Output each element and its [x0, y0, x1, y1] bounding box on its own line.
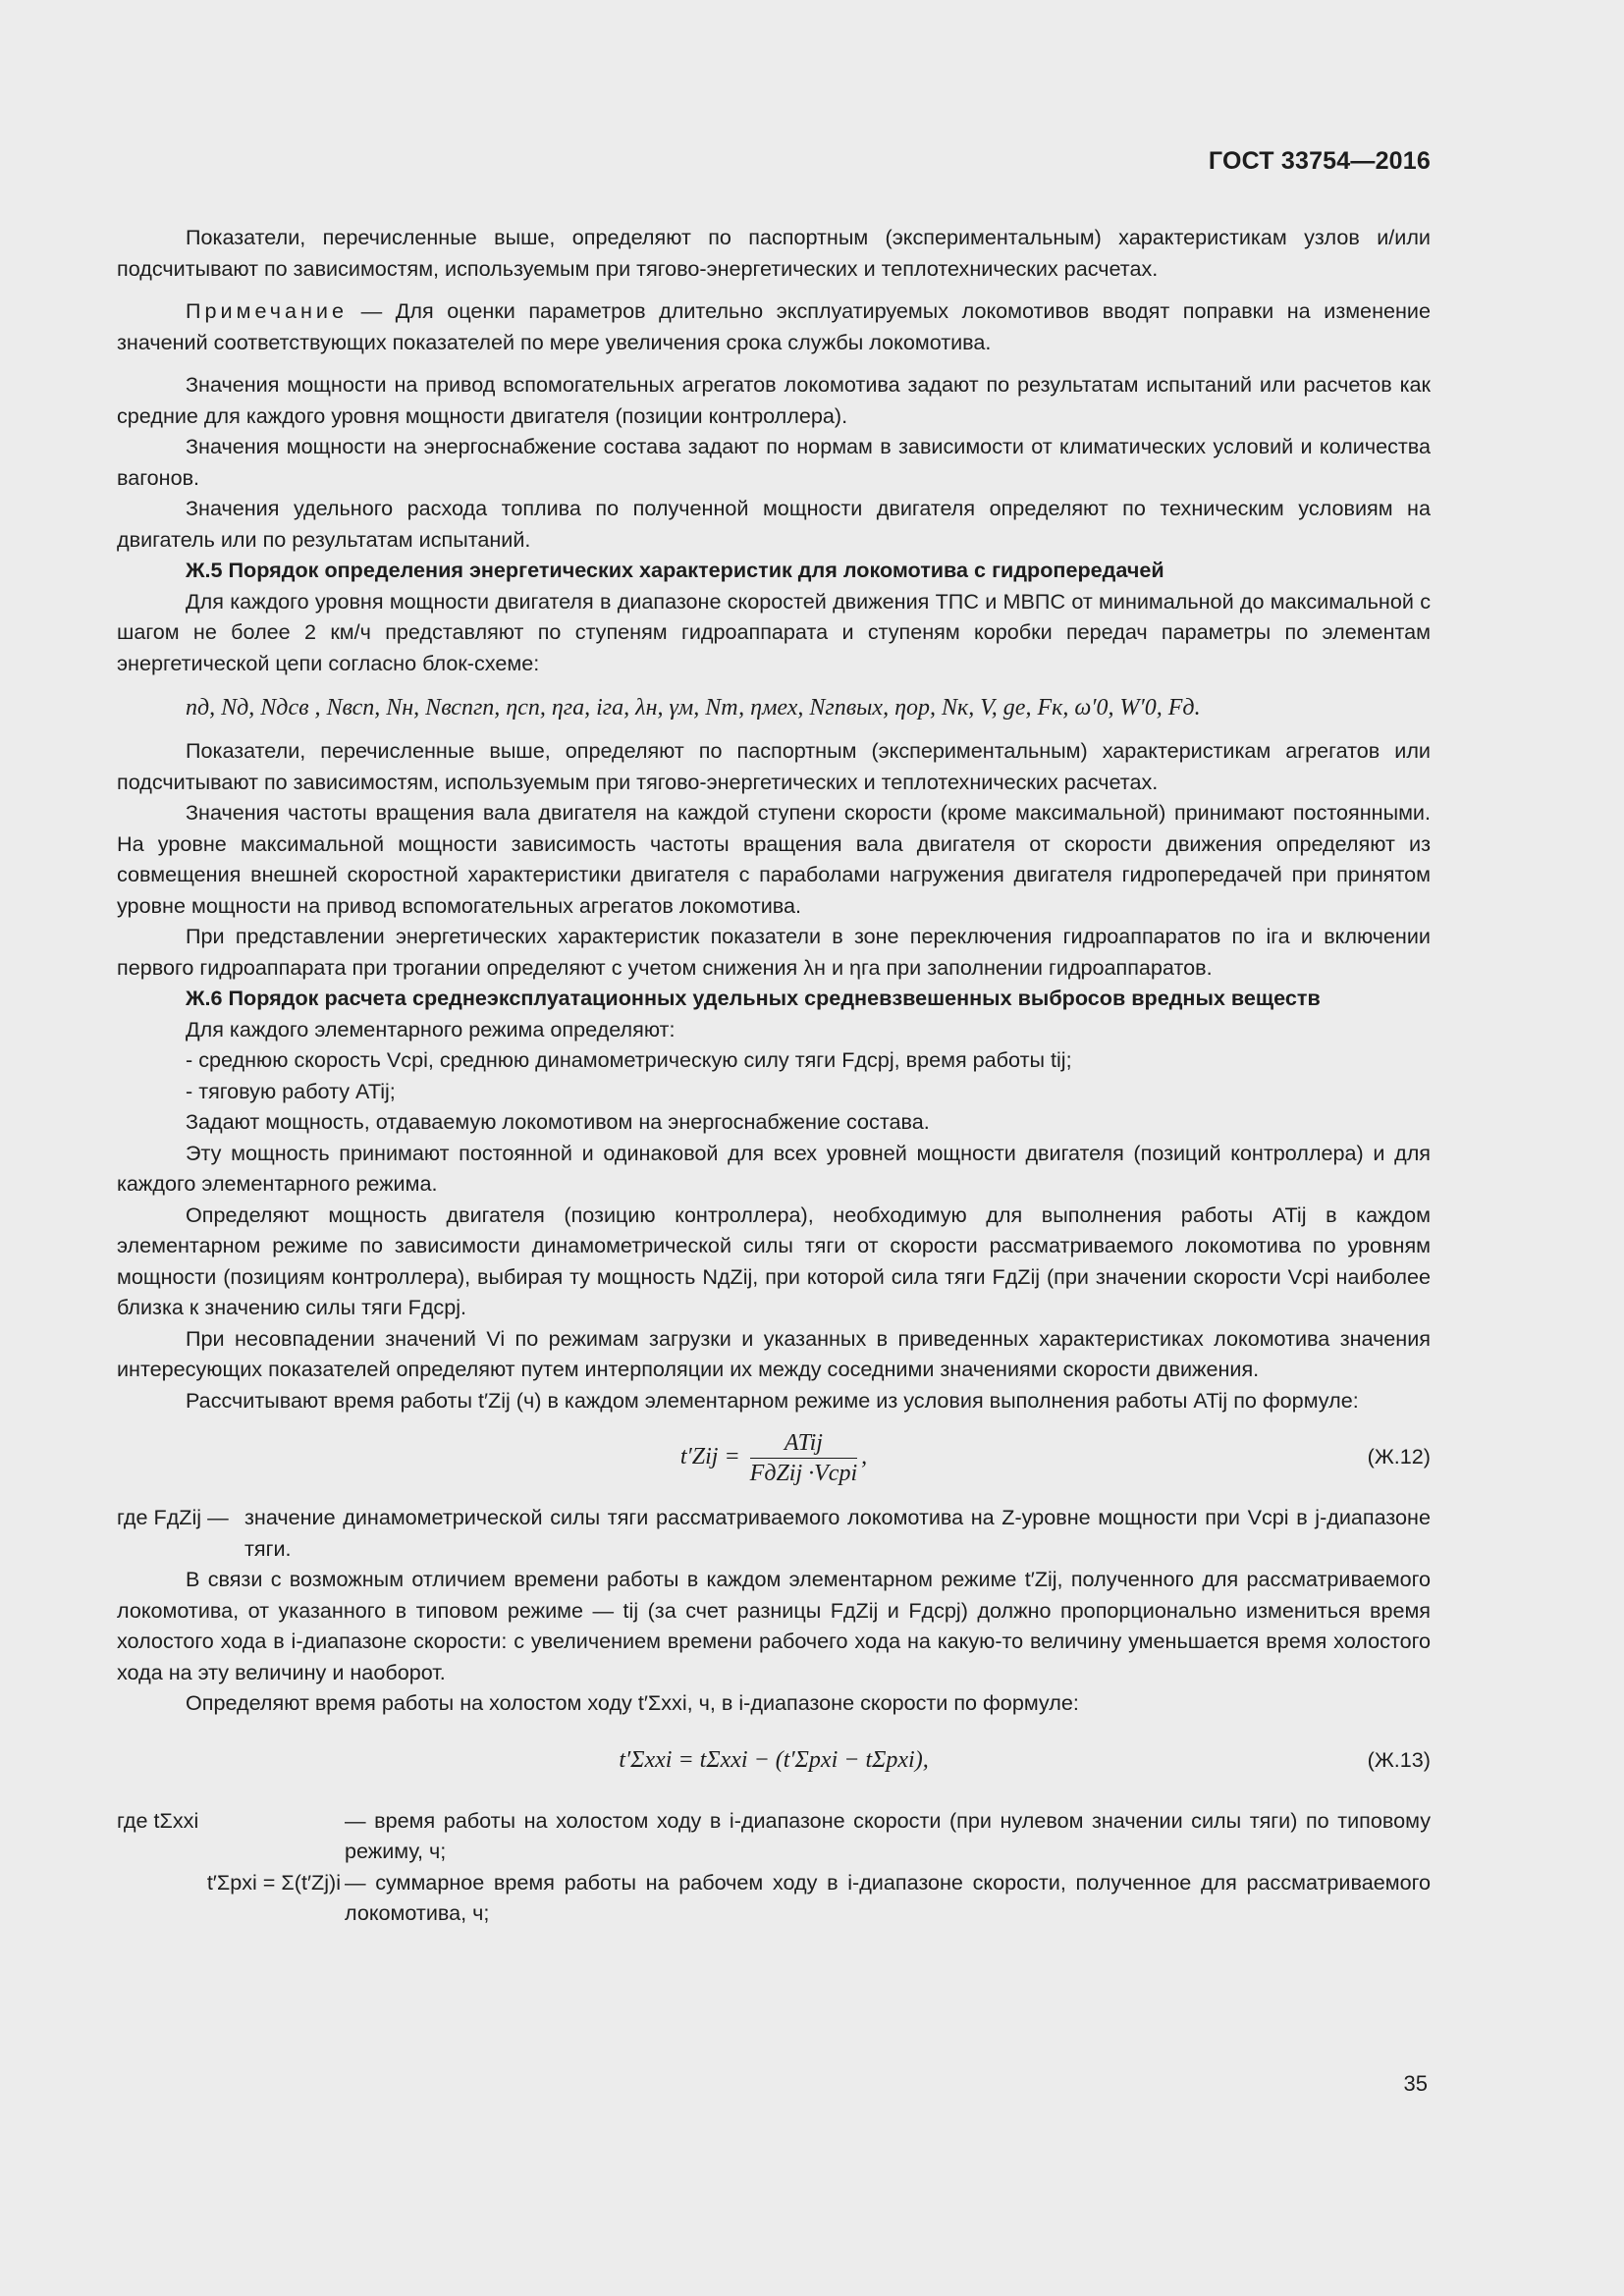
page-number: 35 [1403, 2071, 1428, 2096]
section-heading-zh5: Ж.5 Порядок определения энергетических характеристик для локомотива с гидропередачей [186, 558, 1164, 582]
paragraph: Значения мощности на привод вспомогательных агрегатов локомотива задают по результатам испытаний или расчетов как средние для каждого уровня мощности двигателя (позиции контроллера). [117, 372, 1431, 428]
paragraph: Значения удельного расхода топлива по полученной мощности двигателя определяют по техническим условиям на двигатель или по результатам испытаний. [117, 496, 1431, 552]
where-clause [117, 1867, 1431, 1929]
where-clause [117, 1805, 1431, 1867]
where-text: — время работы на холостом ходу в i-диапазоне скорости (при нулевом значении силы тяги) по типовому режиму, ч; [345, 1807, 1431, 1863]
paragraph: В связи с возможным отличием времени работы в каждом элементарном режиме t′Zij, полученного для рассматриваемого локомотива, от указанного в типовом режиме — tij (за счет разницы FдZij и Fдсрj) должно пропорционально измениться время холостого хода в i-диапазоне скорости: с увеличением времени рабочего хода на какую-то величину уменьшается время холостого хода на эту величину и наоборот. [117, 1567, 1431, 1684]
list-line: Задают мощность, отдаваемую локомотивом на энергоснабжение состава. [186, 1109, 930, 1134]
list-line: Для каждого элементарного режима определяют: [186, 1016, 676, 1041]
formula-zh13 [117, 1723, 1431, 1797]
list-line: - среднюю скорость Vсрi, среднюю динамометрическую силу тяги Fдсрj, время работы tij; [186, 1047, 1072, 1072]
note-text: — Для оценки параметров длительно эксплуатируемых локомотивов вводят поправки на изменение значений соответствующих показателей по мере увеличения срока службы локомотива. [117, 298, 1431, 354]
paragraph: Рассчитывают время работы t′Zij (ч) в каждом элементарном режиме из условия выполнения работы ATij по формуле: [186, 1387, 1359, 1413]
formula-expression: t′Σxxi = tΣxxi − (t′Σpxi − tΣpxi), [619, 1746, 929, 1773]
formula-tail: , [861, 1444, 868, 1469]
where-text: — суммарное время работы на рабочем ходу в i-диапазоне скорости, полученное для рассматриваемого локомотива, ч; [345, 1869, 1431, 1925]
paragraph: Показатели, перечисленные выше, определяют по паспортным (экспериментальным) характеристикам узлов и/или подсчитывают по зависимостям, используемым при тягово-энергетических и теплотехнических расчетах. [117, 225, 1431, 281]
note-label: Примечание [186, 298, 348, 323]
list-line: - тяговую работу ATij; [186, 1078, 396, 1103]
paragraph: Значения мощности на энергоснабжение состава задают по нормам в зависимости от климатических условий и количества вагонов. [117, 434, 1431, 490]
paragraph: Показатели, перечисленные выше, определяют по паспортным (экспериментальным) характеристикам агрегатов или подсчитывают по зависимостям, используемым при тягово-энергетических и теплотехнических расчетах. [117, 738, 1431, 794]
note [117, 295, 1431, 357]
where-label: где tΣxxi [117, 1807, 199, 1833]
paragraph: При несовпадении значений Vi по режимам загрузки и указанных в приведенных характеристиках локомотива значения интересующих показателей определяют путем интерполяции их между соседними значениями скорости движения. [117, 1325, 1431, 1381]
page-body [117, 222, 1431, 1929]
formula-number: (Ж.12) [1367, 1444, 1431, 1468]
formula-fraction [750, 1428, 857, 1488]
where-label: t′Σpxi = Σ(t′Zj)i [206, 1869, 341, 1895]
paragraph: Значения частоты вращения вала двигателя на каждой ступени скорости (кроме максимальной) принимают постоянными. На уровне максимальной мощности зависимость частоты вращения вала двигателя от скорости движения определяют из совмещения внешней скоростной характеристики двигателя с параболами нагружения двигателя гидропередачей при принятом уровне мощности на привод вспомогательных агрегатов локомотива. [117, 800, 1431, 918]
section-heading-zh6: Ж.6 Порядок расчета среднеэксплуатационных удельных средневзвешенных выбросов вредных веществ [186, 986, 1321, 1010]
formula-number: (Ж.13) [1367, 1746, 1431, 1772]
paragraph: Для каждого уровня мощности двигателя в диапазоне скоростей движения ТПС и МВПС от минимальной до максимальной с шагом не более 2 км/ч представляют по ступеням гидроаппарата и ступеням коробки передач параметры по элементам энергетической цепи согласно блок-схеме: [117, 588, 1431, 675]
paragraph: Определяют мощность двигателя (позицию контроллера), необходимую для выполнения работы ATij в каждом элементарном режиме по зависимости динамометрической силы тяги от скорости рассматриваемого локомотива по уровням мощности (позициям контроллера), выбирая ту мощность NдZij, при которой сила тяги FдZij (при значении скорости Vсрi наиболее близка к значению силы тяги Fдсрj. [117, 1201, 1431, 1319]
symbol-list: nд, Nд, Nдсв , Nвсп, Nн, Nвспгп, ηсп, ηга, iга, λн, γм, Nт, ηмех, Nгпвых, ηор, Nк, V, ge, Fк, ω′0, W′0, Fд. [186, 695, 1201, 721]
where-clause [117, 1502, 1431, 1564]
formula-lhs: t′Zij = [679, 1444, 740, 1469]
standard-code: ГОСТ 33754—2016 [1208, 147, 1431, 175]
where-label: где FдZij — [117, 1505, 229, 1529]
formula-expression [117, 1419, 1431, 1494]
formula-denominator: FдZij ·Vcpi [749, 1460, 858, 1486]
paragraph: При представлении энергетических характеристик показатели в зоне переключения гидроаппаратов по iга и включении первого гидроаппарата при трогании определяют с учетом снижения λн и ηга при заполнении гидроаппаратов. [117, 924, 1431, 980]
paragraph: Определяют время работы на холостом ходу t′Σxxi, ч, в i-диапазоне скорости по формуле: [186, 1690, 1079, 1715]
formula-numerator: ATij [750, 1428, 857, 1459]
where-text: значение динамометрической силы тяги рассматриваемого локомотива на Z-уровне мощности при Vсрi в j-диапазоне тяги. [244, 1505, 1431, 1561]
formula-zh12 [117, 1419, 1431, 1494]
paragraph: Эту мощность принимают постоянной и одинаковой для всех уровней мощности двигателя (позиций контроллера) и для каждого элементарного режима. [117, 1140, 1431, 1196]
